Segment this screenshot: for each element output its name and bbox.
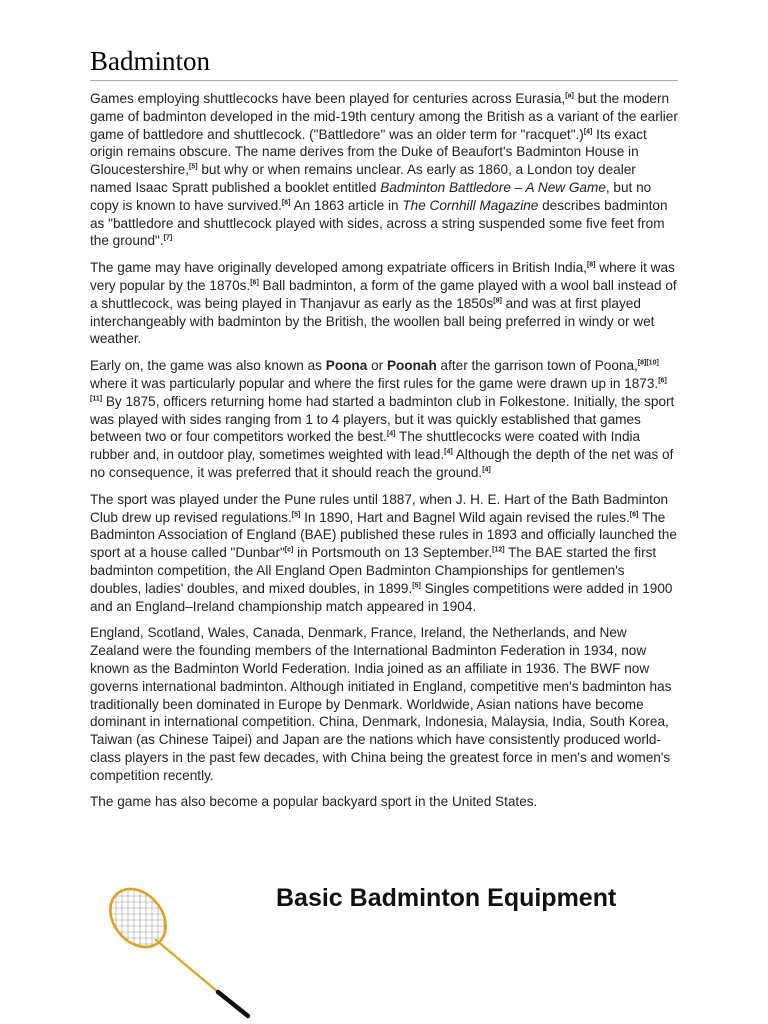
text-run: The sport was played under the Pune rules until 1887, when J. H. E. Hart of the Bath Badminton Club drew up revised regulations. (90, 491, 669, 525)
text-run: The game may have originally developed among expatriate officers in British India, (90, 260, 587, 276)
text-run: The game has also become a popular backyard sport in the United States. (90, 794, 538, 810)
citation-link[interactable]: [5] (188, 163, 198, 171)
text-run: Ball badminton, a form of the game played with a wool ball instead of a shuttlecock, was being played in Thanjavur as early as the 1850s (90, 277, 677, 311)
bold-term: Poona (325, 358, 368, 374)
paragraph (90, 624, 678, 784)
text-run: Games employing shuttlecocks have been played for centuries across Eurasia, (90, 91, 566, 106)
text-run: describes badminton as "battledore and shuttlecock played with sides, across a string suspended some five feet from the ground". (90, 197, 668, 249)
text-run: but why or when remains unclear. As early as 1860, a London toy dealer named Isaac Spratt published a booklet entitled (90, 162, 636, 195)
text-run: and was at first played interchangeably with badminton by the British, the woollen ball being preferred in windy or wet weather. (90, 295, 655, 347)
citation-link[interactable]: [a] (565, 92, 574, 100)
citation-link[interactable]: [5] (291, 511, 301, 518)
text-run: in Portsmouth on 13 September. (293, 545, 493, 561)
bold-term: Poonah (386, 358, 437, 374)
paragraph (90, 259, 678, 348)
citation-link[interactable]: [4] (583, 128, 593, 136)
text-run: Although the depth of the net was of no consequence, it was preferred that it should reach the ground. (90, 447, 674, 480)
badminton-racket-icon (100, 880, 270, 1024)
citation-link[interactable]: [8] (586, 261, 596, 269)
page-title: Badminton (90, 44, 678, 81)
text-run: In 1890, Hart and Bagnel Wild again revised the rules. (300, 509, 630, 525)
italic-title: Badminton Battledore – A New Game (380, 179, 606, 195)
text-run: By 1875, officers returning home had started a badminton club in Folkestone. Initially, the sport was played with sides ranging from 1 to 4 players, but it was quickly established that games between two or four competitors worked the best. (90, 393, 675, 445)
citation-link[interactable]: [4] (482, 466, 491, 474)
article (90, 44, 678, 820)
text-run: where it was particularly popular and where the first rules for the game were drawn up in 1873. (90, 375, 659, 391)
equipment-heading: Basic Badminton Equipment (276, 884, 617, 912)
equipment-section (90, 880, 690, 1024)
citation-link[interactable]: [c] (284, 546, 294, 554)
citation-link[interactable]: [6][11] (90, 377, 667, 403)
paragraph (90, 357, 678, 482)
citation-link[interactable]: [9] (493, 297, 502, 305)
citation-link[interactable]: [4] (444, 448, 453, 456)
article-body (90, 90, 678, 811)
text-run: after the garrison town of Poona, (436, 358, 638, 374)
text-run: The shuttlecocks were coated with India rubber and, in outdoor play, sometimes weighted with lead. (90, 429, 641, 463)
paragraph (90, 491, 678, 616)
paragraph (90, 90, 678, 250)
text-run: Its exact origin remains obscure. The name derives from the Duke of Beaufort's Badminton House in Gloucestershire, (90, 126, 647, 178)
text-run: The Badminton Association of England (BAE) published these rules in 1893 and officially launched the sport at a house called "Dunbar" (90, 509, 677, 561)
text-run: An 1863 article in (290, 197, 403, 213)
citation-link[interactable]: [4] (386, 430, 396, 438)
text-run: where it was very popular by the 1870s. (90, 260, 675, 293)
citation-link[interactable]: [6] (281, 199, 291, 207)
text-run: or (367, 358, 387, 374)
citation-link[interactable]: [6] (250, 279, 259, 287)
citation-link[interactable]: [5] (412, 582, 421, 590)
citation-link[interactable]: [12] (492, 546, 505, 554)
text-run: Early on, the game was also known as (90, 358, 326, 374)
citation-link[interactable]: [7] (163, 234, 173, 242)
citation-link[interactable]: [6] (629, 511, 639, 518)
text-run: Singles competitions were added in 1900 and an England–Ireland championship match appeared in 1904. (90, 580, 673, 614)
text-run: England, Scotland, Wales, Canada, Denmark, France, Ireland, the Netherlands, and New Zealand were the founding members of the International Badminton Federation in 1934, now known as the Badminton World Federation. India joined as an affiliate in 1936. The BWF now governs international badminton. Although initiated in England, competitive men's badminton has traditionally been dominated in Europe by Denmark. Worldwide, Asian nations have become dominant in international competition. China, Denmark, Indonesia, Malaysia, India, South Korea, Taiwan (as Chinese Taipei) and Japan are the nations which have consistently produced world-class players in the past few decades, with China being the greatest force in men's and women's competition recently. (90, 625, 672, 783)
paragraph (90, 793, 678, 811)
italic-title: The Cornhill Magazine (402, 197, 539, 213)
text-run: The BAE started the first badminton competition, the All England Open Badminton Championships for gentlemen's doubles, ladies' doubles, and mixed doubles, in 1899. (90, 545, 657, 596)
text-run: , but no copy is known to have survived. (90, 179, 652, 213)
text-run: but the modern game of badminton developed in the mid-19th century among the British as a variant of the earlier game of battledore and shuttlecock. ("Battledore" was an older term for "racquet".) (90, 91, 678, 142)
citation-link[interactable]: [8][10] (637, 359, 659, 367)
